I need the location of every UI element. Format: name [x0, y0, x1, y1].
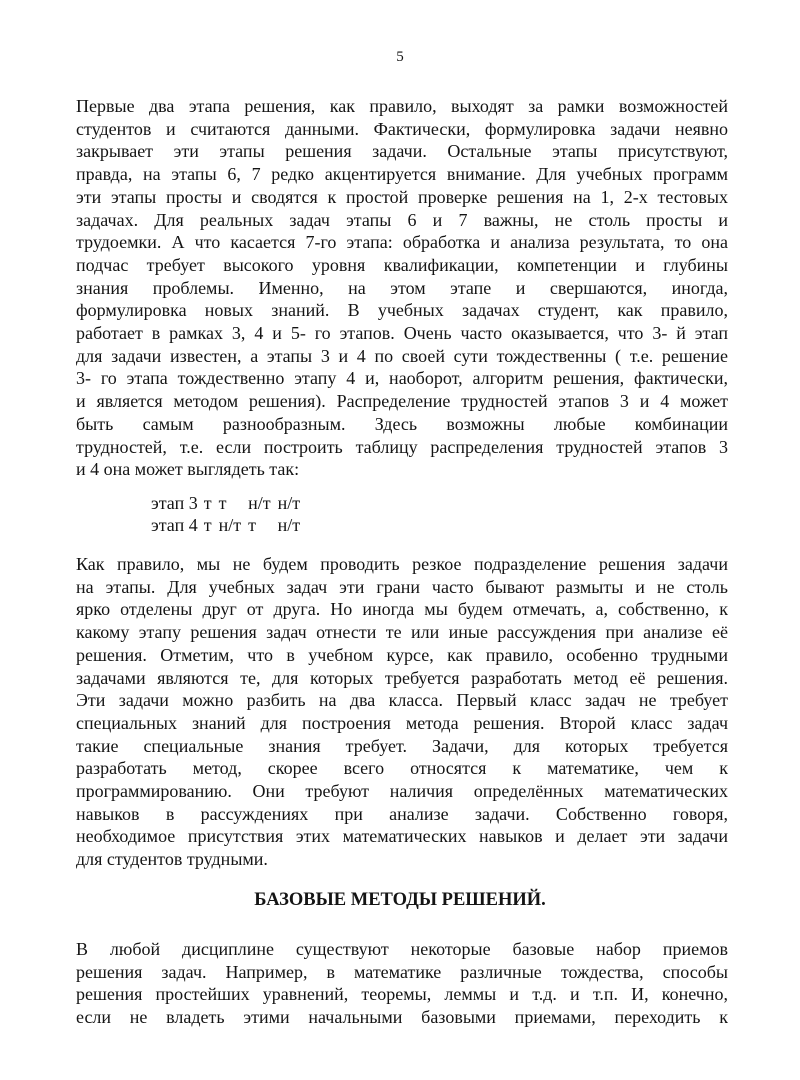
table-row: [151, 492, 307, 514]
text-line: студентов и считаются данными. Фактически, формулировка задачи неявно: [76, 118, 728, 139]
page-number: 5: [396, 49, 404, 65]
text-line: Первые два этапа решения, как правило, выходят за рамки возможностей: [76, 96, 728, 116]
text-line: ярко отделены друг от друга. Но иногда мы будем отмечать, а, собственно, к: [76, 599, 728, 620]
text-line: задачах. Для реальных задач этапы 6 и 7 важны, не столь просты и: [76, 209, 728, 230]
table-cell: н/т: [277, 515, 301, 535]
table-row: [151, 514, 307, 536]
text-line: если не владеть этими начальными базовыми приемами, переходить к: [76, 1007, 728, 1028]
table-cell: н/т: [277, 493, 301, 513]
table-cell: т: [248, 515, 256, 535]
text-line: В любой дисциплине существуют некоторые базовые набор приемов: [76, 939, 728, 959]
paragraph-stages: [76, 95, 728, 481]
paragraph-base-methods: [76, 938, 728, 1029]
table-cell: н/т: [218, 515, 242, 535]
text-line: решения простейших уравнений, теоремы, леммы и т.д. и т.п. И, конечно,: [76, 984, 728, 1005]
text-line: какому этапу решения задач отнести те или иные рассуждения при анализе её: [76, 622, 728, 643]
text-line: решения задач. Например, в математике различные тождества, способы: [76, 961, 728, 982]
text-line: эти этапы просты и сводятся к простой проверке решения на 1, 2-х тестовых: [76, 186, 728, 207]
text-line: для студентов трудными.: [76, 849, 268, 870]
text-line: знания проблемы. Именно, на этом этапе и свершаются, иногда,: [76, 277, 728, 298]
text-line: формулировка новых знаний. В учебных задачах студент, как правило,: [76, 300, 728, 321]
text-line: программированию. Они требуют наличия определённых математических: [76, 781, 728, 802]
table-cell: н/т: [248, 493, 271, 513]
table-cell: т: [203, 493, 212, 513]
text-line: решения. Отметим, что в учебном курсе, как правило, особенно трудными: [76, 644, 728, 665]
text-line: разработать метод, скорее всего относятся к математике, чем к: [76, 758, 728, 779]
text-line: Эти задачи можно разбить на два класса. Первый класс задач не требует: [76, 690, 728, 711]
text-line: 3- го этапа тождественно этапу 4 и, наоборот, алгоритм решения, фактически,: [76, 368, 728, 389]
text-line: на этапы. Для учебных задач эти грани часто бывают размыты и не столь: [76, 576, 728, 597]
text-line: работает в рамках 3, 4 и 5- го этапов. Очень часто оказывается, что 3- й этап: [76, 323, 728, 344]
section-heading: БАЗОВЫЕ МЕТОДЫ РЕШЕНИЙ.: [254, 890, 546, 910]
text-line: быть самым разнообразным. Здесь возможны любые комбинации: [76, 413, 728, 434]
text-line: задачами являются те, для которых требуется разработать метод её решения.: [76, 667, 728, 688]
table-cell: т: [203, 515, 212, 535]
text-line: и 4 она может выглядеть так:: [76, 459, 300, 480]
text-line: закрывает эти этапы решения задачи. Остальные этапы присутствуют,: [76, 141, 728, 162]
table-cell: этап 4: [151, 515, 198, 535]
difficulty-table: [151, 492, 307, 536]
text-line: и является методом решения). Распределение трудностей этапов 3 и 4 может: [76, 391, 728, 412]
text-line: для задачи известен, а этапы 3 и 4 по своей сути тождественны ( т.е. решение: [76, 345, 728, 366]
text-line: правда, на этапы 6, 7 редко акцентируется внимание. Для учебных программ: [76, 164, 728, 185]
text-line: необходимое присутствия этих математических навыков и делает эти задачи: [76, 826, 728, 847]
text-line: навыков в рассуждениях при анализе задачи. Собственно говоря,: [76, 803, 728, 824]
text-line: трудностей, т.е. если построить таблицу распределения трудностей этапов 3: [76, 436, 728, 457]
paragraph-classes: [76, 553, 728, 871]
text-line: Как правило, мы не будем проводить резкое подразделение решения задачи: [76, 554, 728, 574]
table-cell: т: [218, 493, 227, 513]
table-cell: этап 3: [151, 493, 198, 513]
text-line: такие специальные знания требует. Задачи, для которых требуется: [76, 735, 728, 756]
text-line: специальных знаний для построения метода решения. Второй класс задач: [76, 712, 728, 733]
text-line: трудоемки. А что касается 7-го этапа: обработка и анализа результата, то она: [76, 232, 728, 253]
text-line: подчас требует высокого уровня квалификации, компетенции и глубины: [76, 254, 728, 275]
